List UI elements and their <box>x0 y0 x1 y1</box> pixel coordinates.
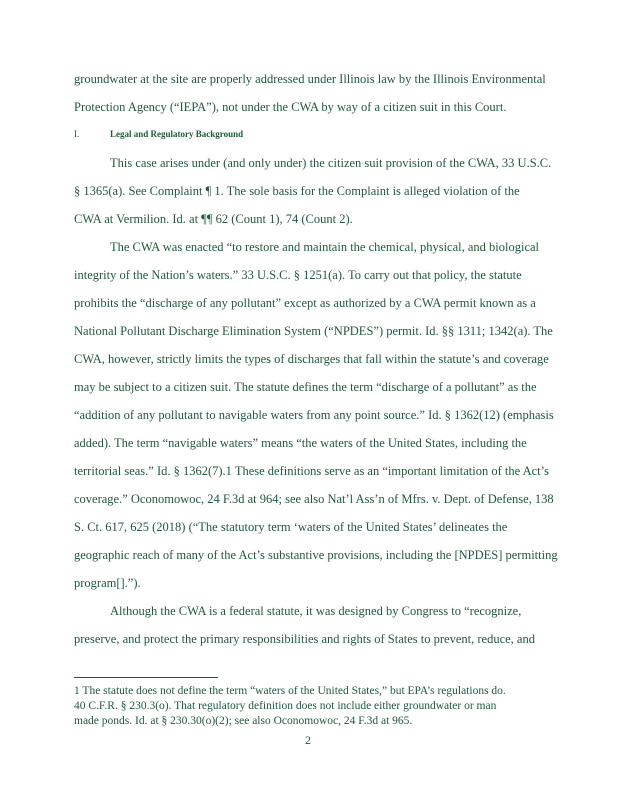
body-line: program[].”). <box>74 576 141 590</box>
body-line: Although the CWA is a federal statute, it was designed by Congress to “recognize, <box>110 604 522 618</box>
body-line: CWA at Vermilion. Id. at ¶¶ 62 (Count 1), 74 (Count 2). <box>74 212 353 226</box>
body-line: National Pollutant Discharge Elimination System (“NPDES”) permit. Id. §§ 1311; 1342(a). The <box>74 324 553 338</box>
body-line: geographic reach of many of the Act’s substantive provisions, including the [NPDES] permitting <box>74 548 558 562</box>
body-line: Protection Agency (“IEPA”), not under the CWA by way of a citizen suit in this Court. <box>74 100 507 114</box>
body-line: coverage.” Oconomowoc, 24 F.3d at 964; see also Nat’l Ass’n of Mfrs. v. Dept. of Defense, 138 <box>74 492 554 506</box>
footnote-line: 1 The statute does not define the term “waters of the United States,” but EPA’s regulations do. <box>74 685 506 697</box>
body-line: may be subject to a citizen suit. The statute defines the term “discharge of a pollutant” as the <box>74 380 537 394</box>
body-line: This case arises under (and only under) the citizen suit provision of the CWA, 33 U.S.C. <box>110 156 552 170</box>
body-line: “addition of any pollutant to navigable waters from any point source.” Id. § 1362(12) (emphasis <box>74 408 554 422</box>
footnote-line: made ponds. Id. at § 230.30(o)(2); see also Oconomowoc, 24 F.3d at 965. <box>74 715 413 727</box>
body-line: S. Ct. 617, 625 (2018) (“The statutory term ‘waters of the United States’ delineates the <box>74 520 508 534</box>
body-line: territorial seas.” Id. § 1362(7).1 These definitions serve as an “important limitation of the Act’s <box>74 464 549 478</box>
footnote-separator <box>74 677 218 678</box>
page-number: 2 <box>305 733 311 747</box>
section-number: I. <box>74 129 80 139</box>
footnote-line: 40 C.F.R. § 230.3(o). That regulatory definition does not include either groundwater or man <box>74 700 497 712</box>
body-line: The CWA was enacted “to restore and maintain the chemical, physical, and biological <box>110 240 540 254</box>
body-line: CWA, however, strictly limits the types of discharges that fall within the statute’s and coverage <box>74 352 549 366</box>
body-line: preserve, and protect the primary responsibilities and rights of States to prevent, reduce, and <box>74 632 535 646</box>
body-line: groundwater at the site are properly addressed under Illinois law by the Illinois Environmental <box>74 72 546 86</box>
body-line: added). The term “navigable waters” means “the waters of the United States, including the <box>74 436 527 450</box>
body-line: integrity of the Nation’s waters.” 33 U.S.C. § 1251(a). To carry out that policy, the statute <box>74 268 522 282</box>
body-line: § 1365(a). See Complaint ¶ 1. The sole basis for the Complaint is alleged violation of the <box>74 184 520 198</box>
body-line: prohibits the “discharge of any pollutant” except as authorized by a CWA permit known as a <box>74 296 536 310</box>
section-heading: Legal and Regulatory Background <box>110 129 244 139</box>
